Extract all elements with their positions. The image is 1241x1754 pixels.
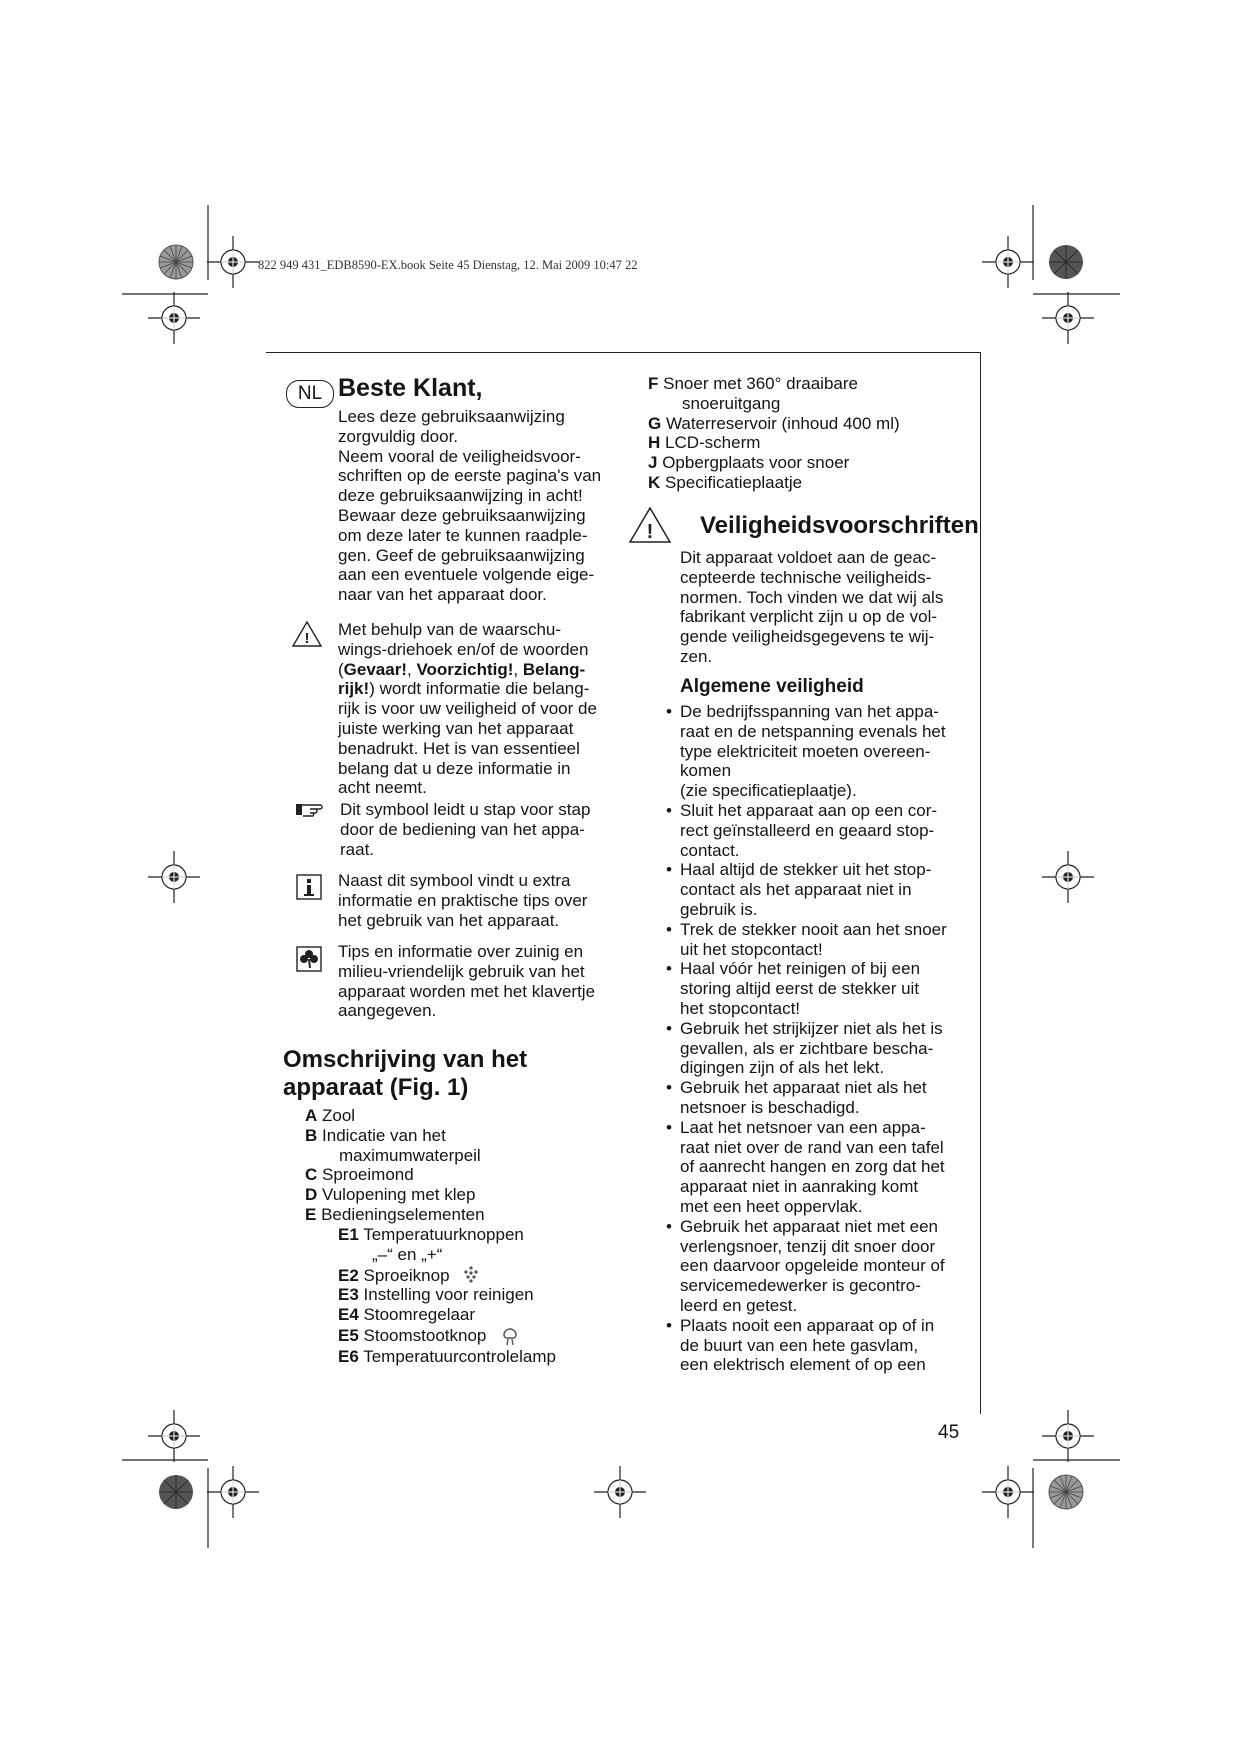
- frame-right-rule: [980, 352, 981, 1414]
- print-file-info: 822 949 431_EDB8590-EX.book Seite 45 Dienstag, 12. Mai 2009 10:47 22: [258, 258, 638, 272]
- section-heading: [283, 1046, 527, 1102]
- bullet-line: verlengsnoer, tenzij dit snoer door: [680, 1236, 936, 1256]
- subparts-list: [338, 1225, 638, 1367]
- warning-line: Met behulp van de waarschu-: [338, 620, 562, 639]
- bullet-line: raat niet over de rand van een tafel: [680, 1137, 944, 1157]
- bullet-line: • De bedrijfsspanning van het appa-: [680, 702, 939, 721]
- subparts-item: [338, 1325, 638, 1347]
- section-heading-line: Omschrijving van het: [283, 1046, 528, 1073]
- info-icon: [296, 874, 322, 900]
- subparts-item: [338, 1225, 638, 1245]
- safety-line: normen. Toch vinden we dat wij als: [680, 587, 944, 607]
- intro-line: Bewaar deze gebruiksaanwijzing: [338, 505, 586, 525]
- pointing-hand-icon: [294, 800, 326, 818]
- step-line: door de bediening van het appa-: [340, 819, 585, 839]
- warning-keyword: Gevaar!: [343, 659, 407, 679]
- parts-item: [305, 1126, 625, 1146]
- warning-triangle-icon: [628, 506, 672, 544]
- parts-list-continued: [648, 374, 978, 493]
- warning-line: wings-driehoek en/of de woorden: [338, 639, 589, 659]
- subparts-item: [338, 1285, 638, 1305]
- safety-bullet: [666, 1217, 980, 1316]
- parts-text: Vulopening met klep: [322, 1185, 476, 1205]
- bullet-line: gevallen, als er zichtbare bescha-: [680, 1038, 934, 1058]
- warning-line: juiste werking van het apparaat: [338, 718, 574, 738]
- safety-bullet: [666, 1019, 980, 1078]
- parts-text: Opbergplaats voor snoer: [662, 453, 850, 473]
- subparts-key: E6: [338, 1346, 359, 1366]
- registration-cross-icon: [594, 1466, 646, 1518]
- subparts-text: Temperatuurcontrolelamp: [363, 1346, 556, 1366]
- registration-cross-icon: [1042, 1410, 1094, 1462]
- parts-text: LCD-scherm: [665, 433, 761, 453]
- registration-cross-icon: [982, 236, 1034, 288]
- eco-line: milieu-vriendelijk gebruik van het: [338, 961, 585, 981]
- page-number: 45: [938, 1422, 960, 1443]
- parts-text: Indicatie van het: [322, 1125, 446, 1145]
- safety-intro: [680, 548, 980, 667]
- subparts-item: [338, 1305, 638, 1325]
- intro-text: [338, 407, 628, 605]
- registration-cross-icon: [148, 851, 200, 903]
- registration-star-icon: [159, 1475, 193, 1509]
- parts-item: [305, 1185, 625, 1205]
- warning-keyword: rijk!: [338, 679, 370, 699]
- warning-text: ,: [513, 659, 523, 679]
- subparts-key: E2: [338, 1265, 359, 1285]
- warning-text: ,: [407, 659, 417, 679]
- warning-line: rijk is voor uw veiligheid of voor de: [338, 699, 597, 719]
- step-line: Dit symbool leidt u stap voor stap: [340, 800, 591, 819]
- parts-key: H: [648, 433, 661, 453]
- bullet-line: een daarvoor opgeleide monteur of: [680, 1256, 945, 1276]
- bullet-line: het stopcontact!: [680, 998, 801, 1018]
- subsection-heading: Algemene veiligheid: [680, 676, 864, 697]
- intro-line: naar van het apparaat door.: [338, 585, 547, 605]
- eco-line: apparaat worden met het klavertje: [338, 981, 596, 1001]
- parts-item: [648, 433, 978, 453]
- registration-cross-icon: [1042, 851, 1094, 903]
- bullet-line: de buurt van een hete gasvlam,: [680, 1335, 919, 1355]
- warning-line: [338, 679, 628, 699]
- parts-text: Zool: [322, 1106, 356, 1125]
- bullet-line: • Trek de stekker nooit aan het snoer: [680, 919, 947, 939]
- clover-icon: [296, 946, 322, 972]
- bullet-line: netsnoer is beschadigd.: [680, 1097, 860, 1117]
- safety-bullet: [666, 1118, 980, 1217]
- bullet-line: een elektrisch element of op een: [680, 1355, 926, 1375]
- safety-bullet: [666, 860, 980, 919]
- parts-key: B: [305, 1125, 318, 1145]
- bullet-line: storing altijd eerst de stekker uit: [680, 979, 920, 999]
- registration-cross-icon: [982, 1466, 1034, 1518]
- parts-key: F: [648, 374, 659, 393]
- safety-bullet: [666, 1078, 980, 1118]
- warning-keyword: Voorzichtig!: [416, 659, 514, 679]
- parts-item: [305, 1205, 625, 1225]
- bullet-line: • Gebruik het apparaat niet met een: [680, 1216, 938, 1236]
- registration-cross-icon: [1042, 292, 1094, 344]
- subparts-key: E1: [338, 1225, 359, 1244]
- warning-line: belang dat u deze informatie in: [338, 758, 571, 778]
- bullet-line: • Sluit het apparaat aan op een cor-: [680, 800, 938, 820]
- intro-line: aan een eventuele volgende eige-: [338, 565, 595, 585]
- warning-paragraph: [338, 620, 628, 798]
- parts-item: [648, 473, 978, 493]
- bullet-line: • Gebruik het apparaat niet als het: [680, 1078, 927, 1098]
- bullet-line: of aanrecht hangen en zorg dat het: [680, 1157, 945, 1177]
- bullet-line: rect geïnstalleerd en geaard stop-: [680, 820, 935, 840]
- parts-key: E: [305, 1204, 317, 1224]
- svg-text:!: !: [304, 630, 310, 647]
- parts-text: Specificatieplaatje: [665, 472, 803, 492]
- parts-text: Bedieningselementen: [321, 1204, 485, 1224]
- safety-bullet: [666, 801, 980, 860]
- parts-text: Waterreservoir (inhoud 400 ml): [665, 413, 900, 433]
- safety-line: zen.: [680, 646, 713, 666]
- bullet-line: raat en de netspanning evenals het: [680, 721, 946, 741]
- intro-line: gen. Geef de gebruiksaanwijzing: [338, 545, 585, 565]
- page-title: Beste Klant,: [338, 374, 483, 402]
- frame-top-rule: [266, 352, 981, 353]
- bullet-line: • Plaats nooit een apparaat op of in: [680, 1315, 935, 1335]
- parts-list: [305, 1106, 625, 1225]
- bullet-line: servicemedewerker is gecontro-: [680, 1276, 921, 1296]
- parts-text: Snoer met 360° draaibare: [663, 374, 858, 393]
- safety-line: cepteerde technische veiligheids-: [680, 567, 932, 587]
- parts-key: A: [305, 1106, 318, 1125]
- svg-text:!: !: [646, 521, 654, 543]
- subparts-text: Stoomstootknop: [363, 1325, 487, 1345]
- safety-heading: Veiligheidsvoorschriften: [700, 512, 979, 539]
- warning-triangle-icon: [291, 620, 323, 648]
- parts-item-cont: maximumwaterpeil: [339, 1145, 481, 1165]
- bullet-line: apparaat niet in aanraking komt: [680, 1177, 919, 1197]
- bullet-line: (zie specificatieplaatje).: [680, 781, 857, 801]
- subparts-item-cont: „–“ en „+“: [372, 1244, 443, 1264]
- safety-bullet: [666, 702, 980, 801]
- registration-cross-icon: [148, 292, 200, 344]
- bullet-line: • Gebruik het strijkijzer niet als het is: [680, 1018, 943, 1038]
- warning-line: acht neemt.: [338, 778, 427, 798]
- eco-line: aangegeven.: [338, 1001, 437, 1021]
- registration-star-icon: [1049, 1475, 1083, 1509]
- safety-line: gende veiligheidsgegevens te wij-: [680, 627, 935, 647]
- intro-line: zorgvuldig door.: [338, 426, 459, 446]
- info-paragraph: [338, 871, 628, 930]
- eco-line: Tips en informatie over zuinig en: [338, 942, 584, 961]
- subparts-item: [338, 1265, 638, 1286]
- intro-line: om deze later te kunnen raadple-: [338, 525, 588, 545]
- warning-line: [338, 660, 628, 680]
- warning-text: (: [338, 659, 344, 679]
- subparts-text: Sproeiknop: [363, 1265, 450, 1285]
- parts-key: G: [648, 413, 662, 433]
- registration-cross-icon: [207, 236, 259, 288]
- intro-line: deze gebruiksaanwijzing in acht!: [338, 486, 583, 506]
- bullet-line: gebruik is.: [680, 899, 758, 919]
- parts-item: [305, 1106, 625, 1126]
- bullet-line: • Haal vóór het reinigen of bij een: [680, 959, 921, 979]
- bullet-line: uit het stopcontact!: [680, 939, 823, 959]
- registration-star-icon: [1049, 245, 1083, 279]
- intro-line: Neem vooral de veiligheidsvoor-: [338, 446, 581, 466]
- warning-text: ) wordt informatie die belang-: [369, 679, 590, 699]
- subparts-key: E3: [338, 1285, 359, 1305]
- warning-keyword: Belang-: [522, 659, 586, 679]
- bullet-line: digingen zijn of als het lekt.: [680, 1058, 885, 1078]
- subparts-item: [338, 1347, 638, 1367]
- step-line: raat.: [340, 839, 375, 859]
- registration-cross-icon: [148, 1410, 200, 1462]
- registration-cross-icon: [207, 1466, 259, 1518]
- subparts-key: E4: [338, 1305, 359, 1325]
- parts-item-cont: snoeruitgang: [682, 393, 781, 413]
- info-line: informatie en praktische tips over: [338, 890, 588, 910]
- parts-key: C: [305, 1165, 318, 1185]
- safety-line: fabrikant verplicht zijn u op de vol-: [680, 607, 938, 627]
- bullet-line: • Laat het netsnoer van een appa-: [680, 1117, 926, 1137]
- subparts-key: E5: [338, 1325, 359, 1345]
- bullet-line: komen: [680, 761, 732, 781]
- parts-item: [648, 453, 978, 473]
- subparts-text: Temperatuurknoppen: [363, 1225, 524, 1244]
- intro-line: schriften op de eerste pagina's van: [338, 466, 602, 486]
- safety-bullet: [666, 959, 980, 1018]
- spray-icon: [460, 1265, 482, 1285]
- parts-key: J: [648, 453, 658, 473]
- bullet-line: contact.: [680, 840, 740, 860]
- step-paragraph: [340, 800, 630, 859]
- safety-bullet: [666, 920, 980, 960]
- safety-bullet: [666, 1316, 980, 1375]
- parts-text: Sproeimond: [322, 1165, 414, 1185]
- parts-key: D: [305, 1185, 318, 1205]
- bullet-line: met een heet oppervlak.: [680, 1196, 863, 1216]
- bullet-line: • Haal altijd de stekker uit het stop-: [680, 860, 932, 880]
- section-heading-line: apparaat (Fig. 1): [283, 1074, 469, 1101]
- info-line: het gebruik van het apparaat.: [338, 910, 560, 930]
- bullet-line: type elektriciteit moeten overeen-: [680, 741, 931, 761]
- registration-star-icon: [159, 245, 193, 279]
- safety-line: Dit apparaat voldoet aan de geac-: [680, 548, 937, 567]
- subparts-text: Stoomregelaar: [363, 1305, 476, 1325]
- info-line: Naast dit symbool vindt u extra: [338, 871, 571, 890]
- eco-paragraph: [338, 942, 628, 1021]
- bullet-line: contact als het apparaat niet in: [680, 880, 912, 900]
- subparts-text: Instelling voor reinigen: [363, 1285, 534, 1305]
- bullet-line: leerd en getest.: [680, 1295, 798, 1315]
- parts-key: K: [648, 472, 661, 492]
- warning-line: benadrukt. Het is van essentieel: [338, 738, 580, 758]
- parts-item: [648, 414, 978, 434]
- intro-line: Lees deze gebruiksaanwijzing: [338, 407, 565, 426]
- safety-bullets: [666, 702, 980, 1375]
- steam-burst-icon: [499, 1325, 521, 1347]
- parts-item: [305, 1165, 625, 1185]
- language-badge: NL: [286, 380, 334, 408]
- parts-item: [648, 374, 978, 394]
